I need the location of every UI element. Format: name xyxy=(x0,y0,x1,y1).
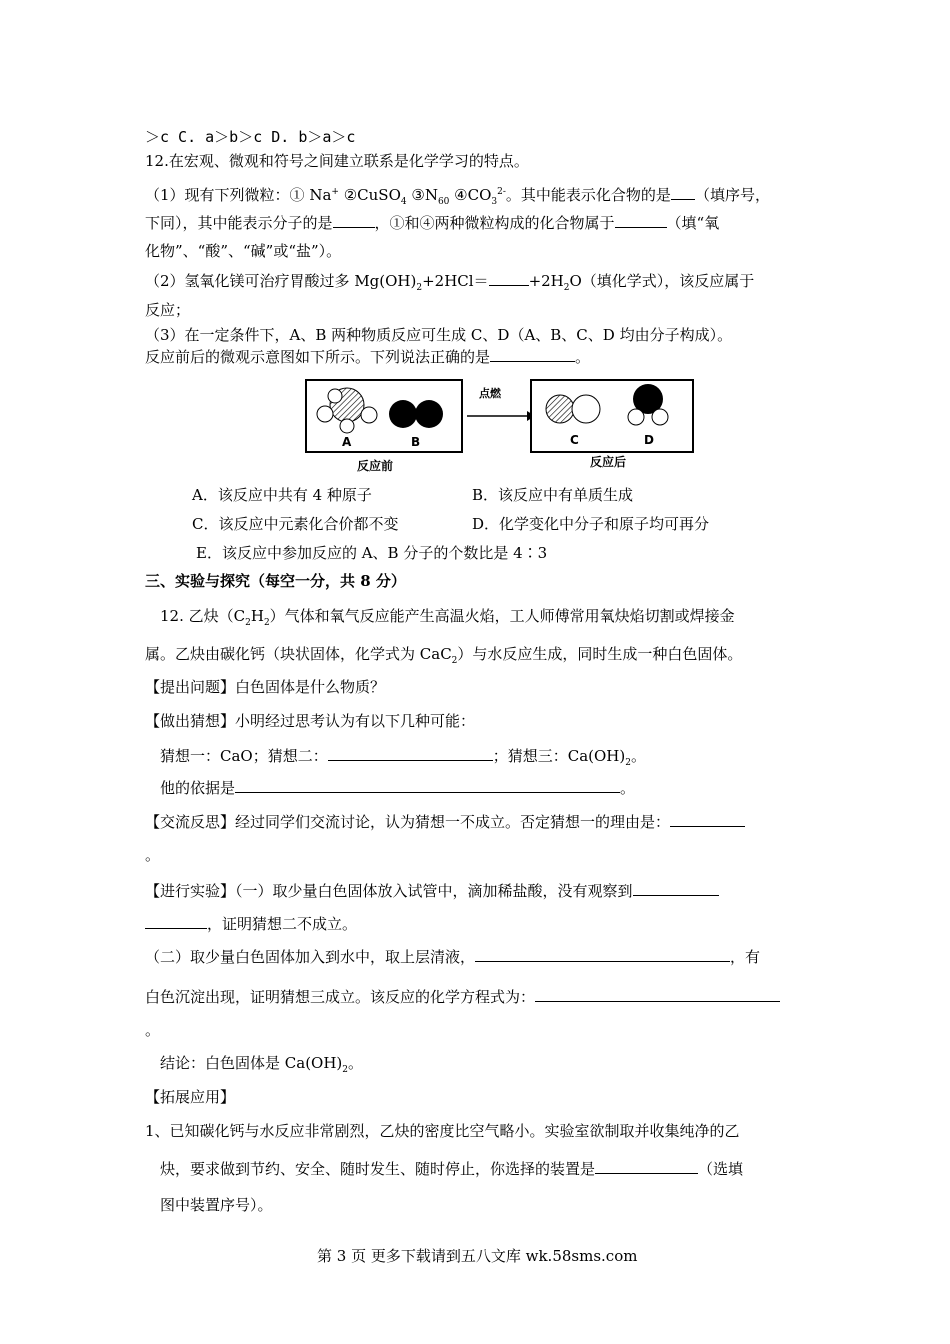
q12-intro: 12.在宏观、微观和符号之间建立联系是化学学习的特点。 xyxy=(145,152,529,170)
answer-blank-basis[interactable] xyxy=(235,777,620,793)
option-a[interactable]: A．该反应中共有 4 种原子 xyxy=(192,486,372,504)
option-c[interactable]: C．该反应中元素化合价都不变 xyxy=(192,515,399,533)
s3-reflect-end: 。 xyxy=(145,846,161,864)
q12-p2-line1: （2）氢氧化镁可治疗胃酸过多 $Mg(OH)_2+2HCl= +2H_2O$（填化学式），该反应属于 xyxy=(145,272,755,293)
answer-blank-exp2-a[interactable] xyxy=(475,946,730,962)
page-footer: 第 3 页 更多下载请到五八文库 wk.58sms.com xyxy=(317,1247,638,1265)
prev-question-options: ＞c C. a＞b＞c D. b＞a＞c xyxy=(145,128,356,146)
label-c: C xyxy=(570,433,579,447)
q12-p1-line1: （1）现有下列微粒：① Na+ ②CuSO$_4$ $③N_{60}$ $④CO_3^{2-}$。其中能表示化合物的是 （填序号， xyxy=(145,186,770,207)
s3-conclusion: 结论：白色固体是 $Ca(OH)_2$。 xyxy=(160,1054,364,1075)
answer-blank-choice[interactable] xyxy=(490,346,575,362)
option-d[interactable]: D．化学变化中分子和原子均可再分 xyxy=(472,515,710,533)
answer-blank-molecule[interactable] xyxy=(333,212,375,228)
answer-blank-class[interactable] xyxy=(615,212,667,228)
answer-blank-compound[interactable] xyxy=(671,184,695,200)
label-b: B xyxy=(411,435,421,449)
answer-blank-reflect[interactable] xyxy=(670,811,745,827)
s3-exp2-end: 。 xyxy=(145,1021,161,1039)
s3-exp2-line2: 白色沉淀出现，证明猜想三成立。该反应的化学方程式为： xyxy=(145,986,780,1007)
s3-reflect: 【交流反思】经过同学们交流讨论，认为猜想一不成立。否定猜想一的理由是： xyxy=(145,811,745,832)
q12-p1-line2: 下同），其中能表示分子的是 ，①和④两种微粒构成的化合物属于 （填“氧 xyxy=(145,214,720,232)
molecule-b-atom-1 xyxy=(389,400,417,428)
molecule-a-atom-right xyxy=(361,407,377,423)
molecule-a-atom-left xyxy=(317,406,333,422)
s3-line1: 12. 乙炔$(C_2H_2)$气体和氧气反应能产生高温火焰，工人师傅常用氧炔焰切割或焊接金 xyxy=(160,607,735,628)
s3-exp2-line1: （二）取少量白色固体加入到水中，取上层清液， ，有 xyxy=(145,948,761,966)
arrow-label: 点燃 xyxy=(479,387,501,400)
s3-guesses: 猜想一：CaO；猜想二： ；猜想三：$Ca(OH)_2$。 xyxy=(160,747,646,768)
caption-after: 反应后 xyxy=(590,455,627,469)
answer-blank-guess2[interactable] xyxy=(328,745,493,761)
s3-guess-intro: 【做出猜想】小明经过思考认为有以下几种可能： xyxy=(145,712,476,730)
s3-app-line3: 图中装置序号）。 xyxy=(160,1196,273,1214)
q12-p2-line2: 反应； xyxy=(145,301,191,319)
answer-blank-apparatus[interactable] xyxy=(595,1158,698,1174)
answer-blank-exp1-a[interactable] xyxy=(633,880,719,896)
answer-blank-product[interactable] xyxy=(489,270,529,286)
molecule-c-atom-2 xyxy=(572,395,600,423)
molecule-d-atom-left xyxy=(628,409,644,425)
molecule-a-atom-bottom xyxy=(340,419,354,433)
molecule-c-atom-1 xyxy=(546,395,574,423)
molecule-a-atom-top xyxy=(328,389,342,403)
s3-app-line1: 1、已知碳化钙与水反应非常剧烈，乙炔的密度比空气略小。实验室欲制取并收集纯净的乙 xyxy=(145,1122,740,1140)
answer-blank-exp1-b[interactable] xyxy=(145,913,207,929)
s3-app-line2: 炔，要求做到节约、安全、随时发生、随时停止，你选择的装置是 （选填 xyxy=(160,1160,744,1178)
q12-p3-line1: （3）在一定条件下，A、B 两种物质反应可生成 C、D（A、B、C、D 均由分子构成）。 xyxy=(145,326,733,344)
label-a: A xyxy=(342,435,352,449)
caption-before: 反应前 xyxy=(357,459,394,473)
label-d: D xyxy=(644,433,654,447)
s3-line2: 属。乙炔由碳化钙（块状固体，化学式为 CaC$_2$）与水反应生成，同时生成一种白色固体。 xyxy=(145,645,743,666)
answer-blank-equation[interactable] xyxy=(535,986,780,1002)
option-e[interactable]: E．该反应中参加反应的 A、B 分子的个数比是 4∶3 xyxy=(196,544,548,562)
reaction-diagram xyxy=(305,378,695,474)
molecule-d-atom-right xyxy=(652,409,668,425)
section3-title: 三、实验与探究（每空一分，共 8 分） xyxy=(145,572,406,590)
s3-basis: 他的依据是 。 xyxy=(160,779,636,797)
s3-question: 【提出问题】白色固体是什么物质？ xyxy=(145,678,386,696)
q12-p3-line2: 反应前后的微观示意图如下所示。下列说法正确的是 。 xyxy=(145,348,591,366)
s3-extend: 【拓展应用】 xyxy=(145,1088,236,1106)
molecule-b-atom-2 xyxy=(415,400,443,428)
s3-exp1-line1: 【进行实验】（一）取少量白色固体放入试管中，滴加稀盐酸，没有观察到 xyxy=(145,880,719,901)
option-b[interactable]: B．该反应中有单质生成 xyxy=(472,486,634,504)
s3-exp1-line2: ，证明猜想二不成立。 xyxy=(145,913,357,934)
q12-p1-line3: 化物”、“酸”、“碱”或“盐”）。 xyxy=(145,242,342,260)
